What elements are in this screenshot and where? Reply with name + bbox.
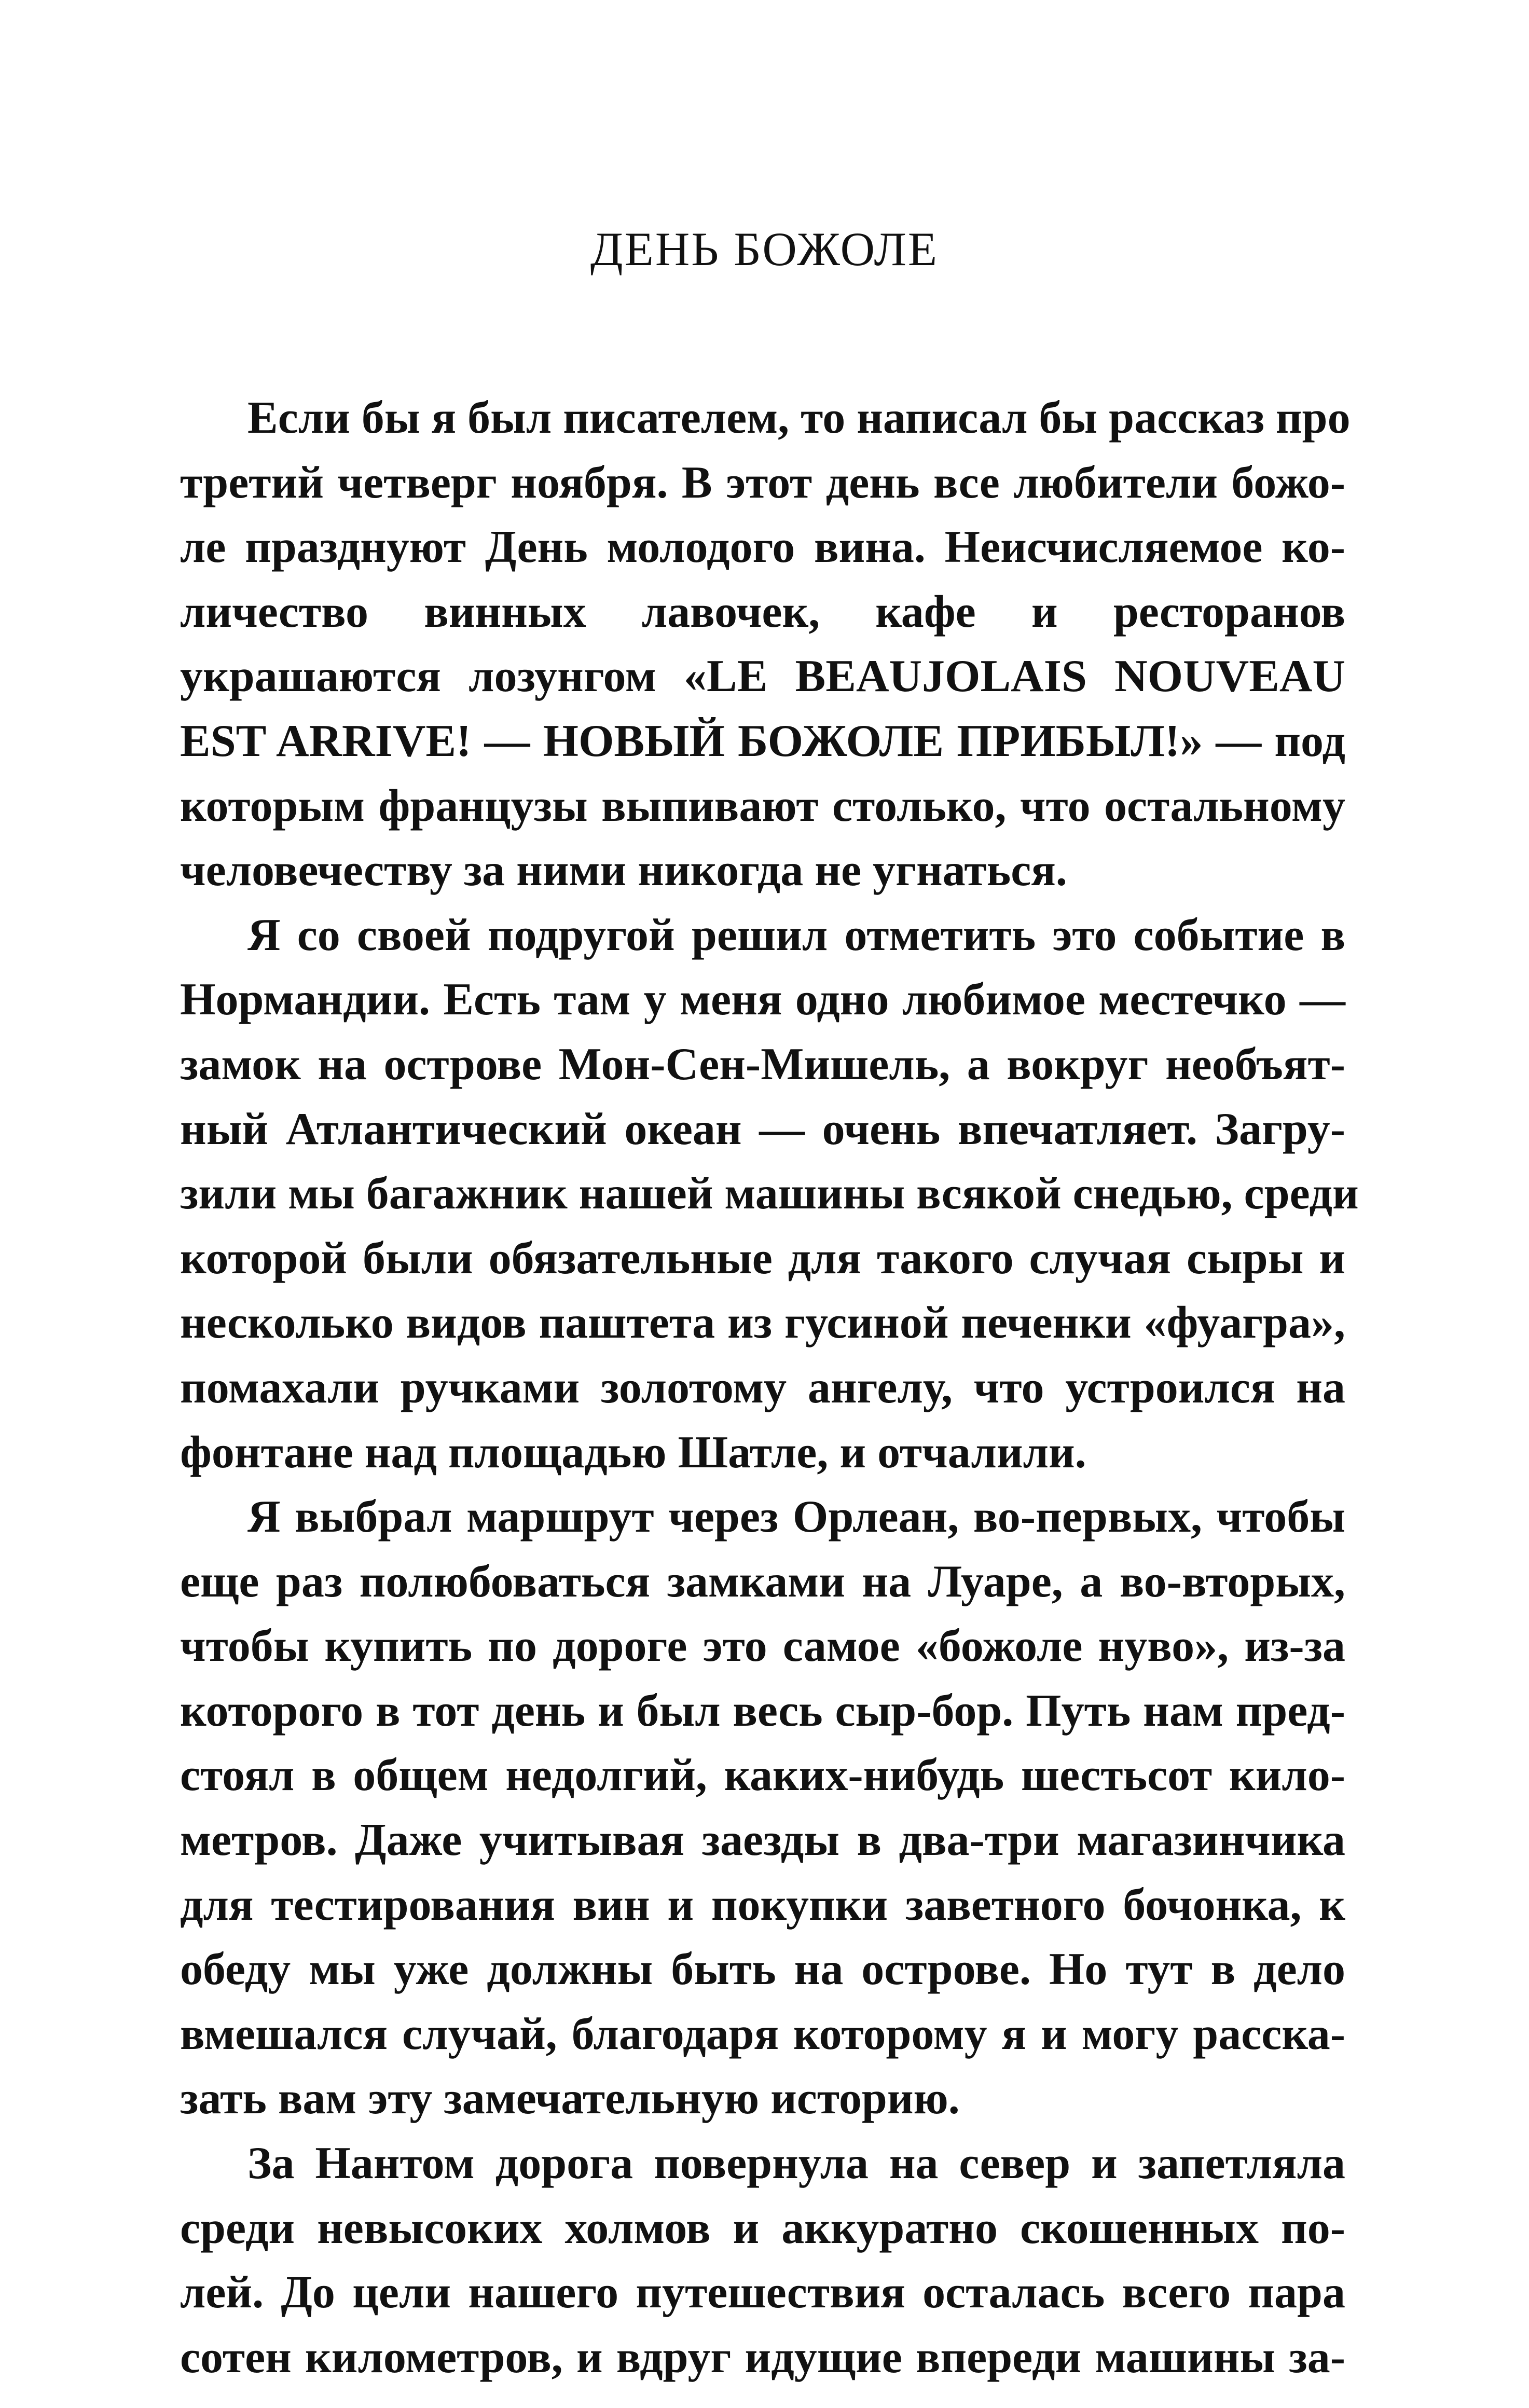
chapter-title: ДЕНЬ БОЖОЛЕ xyxy=(590,223,939,276)
text-line: обеду мы уже должны быть на острове. Но тут в дело xyxy=(180,1944,1345,1995)
paragraph-2 xyxy=(180,903,1359,1485)
text-line: помахали ручками золотому ангелу, что устроился на xyxy=(180,1362,1345,1413)
text-line: которой были обязательные для такого случая сыры и xyxy=(180,1233,1345,1284)
text-line: стоял в общем недолгий, каких-нибудь шестьсот кило- xyxy=(180,1750,1345,1801)
body-text xyxy=(180,386,1359,2390)
paragraph-4 xyxy=(180,2131,1345,2390)
text-line: чтобы купить по дороге это самое «божоле нуво», из-за xyxy=(180,1621,1345,1672)
text-line: третий четверг ноября. В этот день все любители божо- xyxy=(180,457,1345,508)
text-line: которым французы выпивают столько, что остальному xyxy=(180,780,1345,831)
text-line: Нормандии. Есть там у меня одно любимое местечко — xyxy=(180,974,1345,1025)
text-line: для тестирования вин и покупки заветного бочонка, к xyxy=(180,1879,1345,1930)
text-line: зили мы багажник нашей машины всякой снедью, среди xyxy=(180,1168,1359,1219)
paragraph-1 xyxy=(180,386,1351,903)
text-line: EST ARRIVE! — НОВЫЙ БОЖОЛЕ ПРИБЫЛ!» — под xyxy=(180,715,1345,766)
text-line: личество винных лавочек, кафе и ресторанов xyxy=(180,586,1345,637)
text-line: замок на острове Мон-Сен-Мишель, а вокруг необъят- xyxy=(180,1039,1345,1090)
text-line: Я со своей подругой решил отметить это событие в xyxy=(247,910,1345,960)
paragraph-3 xyxy=(180,1485,1345,2131)
text-line: лей. До цели нашего путешествия осталась всего пара xyxy=(180,2267,1345,2318)
text-line: вмешался случай, благодаря которому я и могу расска- xyxy=(180,2008,1345,2059)
text-line: среди невысоких холмов и аккуратно скошенных по- xyxy=(180,2203,1345,2253)
text-line: еще раз полюбоваться замками на Луаре, а во-вторых, xyxy=(180,1556,1345,1607)
text-line: которого в тот день и был весь сыр-бор. Путь нам пред- xyxy=(180,1685,1345,1736)
text-line: метров. Даже учитывая заезды в два-три магазинчика xyxy=(180,1815,1345,1866)
text-line: фонтане над площадью Шатле, и отчалили. xyxy=(180,1427,1086,1478)
text-line: ный Атлантический океан — очень впечатляет. Загру- xyxy=(180,1104,1345,1154)
text-line: зать вам эту замечательную историю. xyxy=(180,2073,960,2124)
text-line: Если бы я был писателем, то написал бы рассказ про xyxy=(247,393,1351,443)
text-line: человечеству за ними никогда не угнаться. xyxy=(180,845,1067,896)
text-line: Я выбрал маршрут через Орлеан, во-первых, чтобы xyxy=(247,1492,1345,1543)
text-line: За Нантом дорога повернула на север и запетляла xyxy=(247,2138,1345,2189)
text-line: несколько видов паштета из гусиной печенки «фуагра», xyxy=(180,1298,1345,1349)
text-line: украшаются лозунгом «LE BEAUJOLAIS NOUVEAU xyxy=(180,651,1345,702)
text-line: ле празднуют День молодого вина. Неисчисляемое ко- xyxy=(180,522,1345,573)
text-line: сотен километров, и вдруг идущие впереди машины за- xyxy=(180,2332,1345,2383)
